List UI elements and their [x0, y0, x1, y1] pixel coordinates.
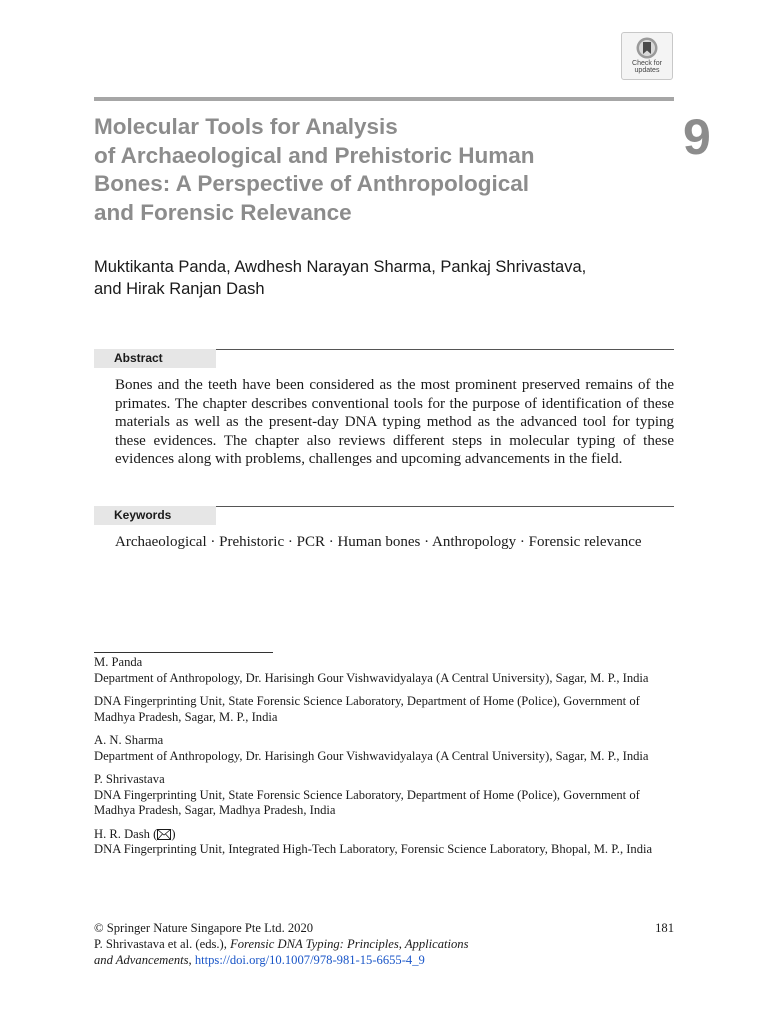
abstract-heading: Abstract — [94, 349, 216, 368]
top-rule — [94, 97, 674, 101]
badge-line-2: updates — [634, 67, 660, 74]
page-footer — [94, 920, 674, 968]
affiliation — [94, 733, 674, 764]
keywords-heading: Keywords — [94, 506, 216, 525]
check-for-updates-badge[interactable] — [621, 32, 673, 80]
footnote-rule — [94, 652, 273, 653]
citation-line-1 — [94, 936, 674, 952]
badge-line-1: Check for — [632, 60, 662, 67]
affiliation-name: H. R. Dash — [94, 826, 150, 841]
affiliation-dept: Department of Anthropology, Dr. Harisingh Gour Vishwavidyalaya (A Central University), Sagar, M. P., India — [94, 670, 649, 685]
affiliation — [94, 772, 674, 819]
affiliation-name: M. Panda — [94, 655, 143, 669]
corresponding-author-line: H. R. Dash ( ) — [94, 826, 176, 841]
keywords-text: Archaeological · Prehistoric · PCR · Human bones · Anthropology · Forensic relevance — [115, 534, 642, 550]
title-line: Bones: A Perspective of Anthropological — [94, 171, 530, 196]
chapter-number: 9 — [683, 109, 711, 165]
authors-line: and Hirak Ranjan Dash — [94, 280, 265, 298]
authors-line: Muktikanta Panda, Awdhesh Narayan Sharma, Pankaj Shrivastava, — [94, 258, 587, 276]
affiliation — [94, 694, 674, 725]
affiliation-dept: DNA Fingerprinting Unit, State Forensic Science Laboratory, Department of Home (Police), Government of Madhya Pradesh, Sagar, M. P., India — [94, 694, 640, 724]
affiliation-name: P. Shrivastava — [94, 772, 165, 786]
affiliation-dept: DNA Fingerprinting Unit, Integrated High-Tech Laboratory, Forensic Science Laboratory, Bhopal, M. P., India — [94, 842, 653, 856]
bookmark-circle-icon — [635, 36, 659, 60]
title-line: of Archaeological and Prehistoric Human — [94, 142, 535, 168]
affiliation-dept: DNA Fingerprinting Unit, State Forensic Science Laboratory, Department of Home (Police), Government of Madhya Pradesh, Sagar, Madhya Pradesh, India — [94, 787, 640, 817]
editors: P. Shrivastava et al. (eds.), — [94, 937, 227, 951]
chapter-title — [94, 113, 654, 227]
abstract-text: Bones and the teeth have been considered as the most prominent preserved remains of the primates. The chapter describes conventional tools for the purpose of identification of these materials as well as the present-day DNA typing method as the advanced tool for typing these evidences. The chapter also reviews different steps in molecular typing of these evidences along with problems, challenges and upcoming advancements in the field. — [115, 377, 674, 467]
title-line: Molecular Tools for Analysis — [94, 114, 398, 139]
page-number: 181 — [655, 921, 674, 935]
envelope-icon[interactable] — [157, 829, 171, 840]
affiliation-name: A. N. Sharma — [94, 733, 164, 747]
title-line: and Forensic Relevance — [94, 199, 352, 225]
doi-link[interactable]: https://doi.org/10.1007/978-981-15-6655-4_9 — [194, 953, 425, 967]
author-list — [94, 256, 684, 300]
book-title: Forensic DNA Typing: Principles, Applications — [230, 937, 469, 951]
copyright-line: © Springer Nature Singapore Pte Ltd. 2020 — [94, 921, 314, 935]
book-title-cont: and Advancements — [94, 953, 189, 967]
citation-line-2: and Advancements, https://doi.org/10.1007/978-981-15-6655-4_9 — [94, 953, 425, 967]
affiliation — [94, 827, 674, 858]
affiliation — [94, 655, 674, 686]
affiliations — [94, 655, 674, 866]
affiliation-dept: Department of Anthropology, Dr. Harisingh Gour Vishwavidyalaya (A Central University), Sagar, M. P., India — [94, 748, 649, 763]
